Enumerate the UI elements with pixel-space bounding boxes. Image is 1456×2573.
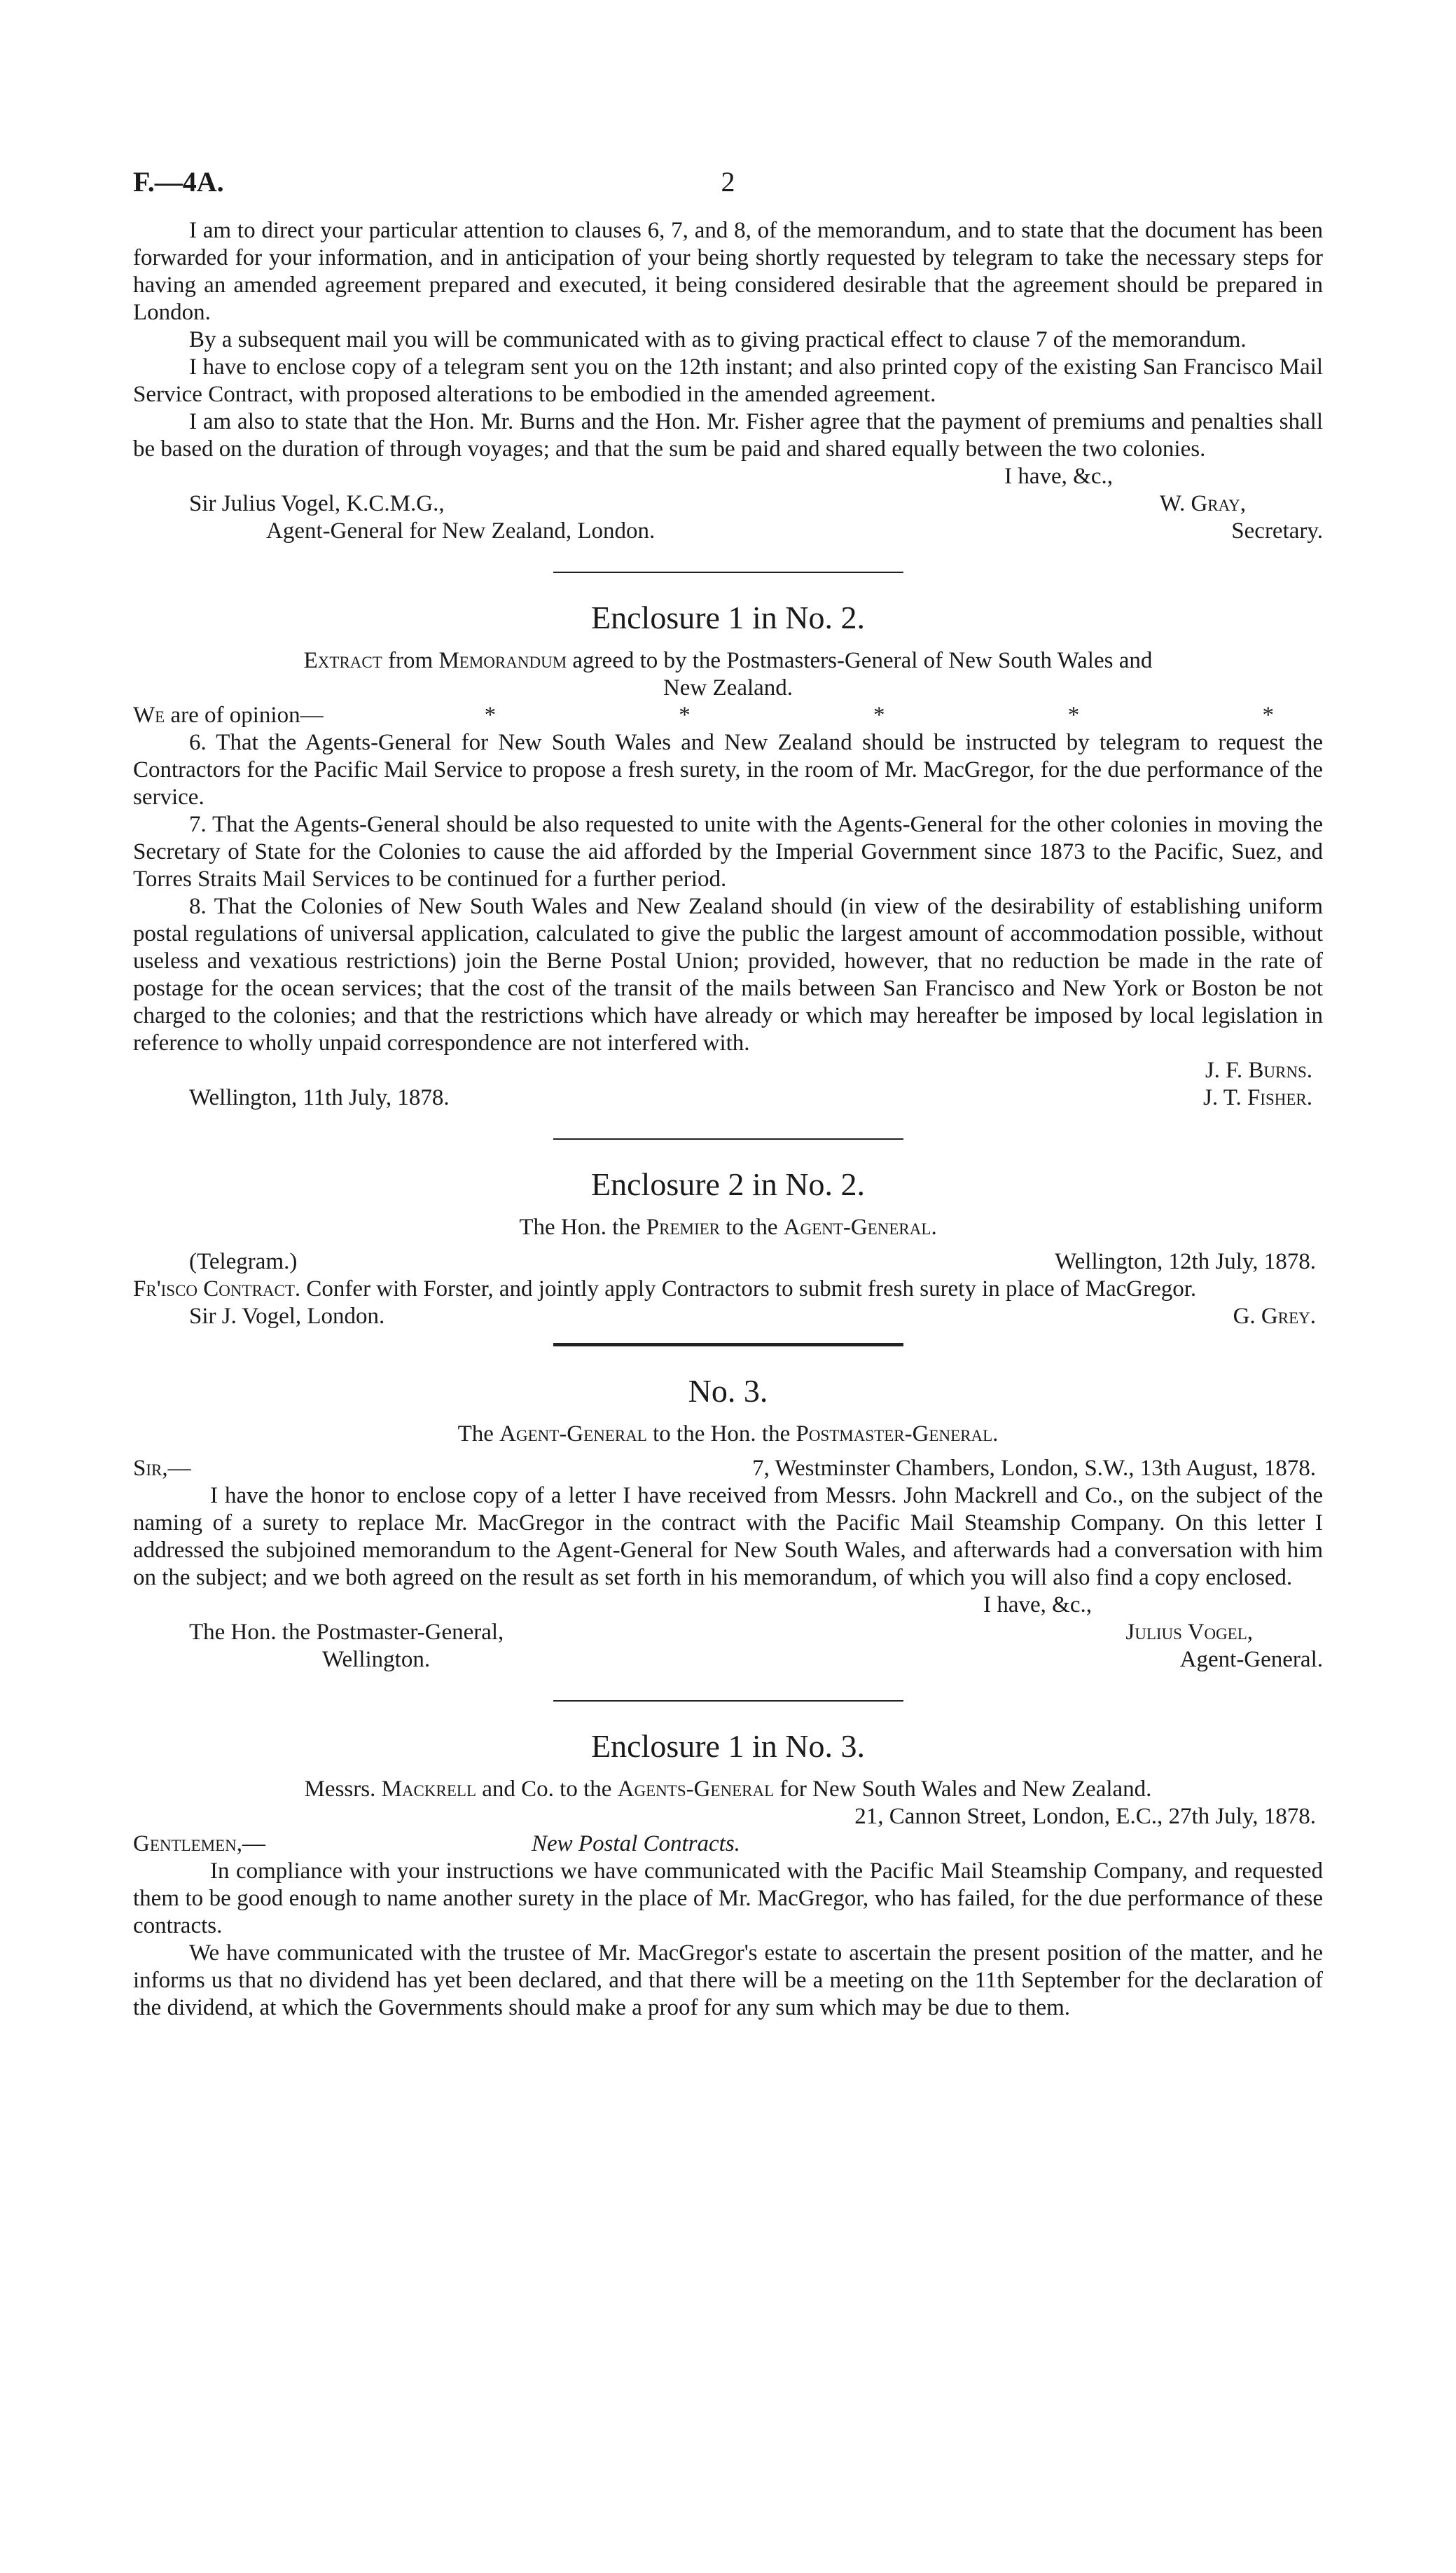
telegram-label: (Telegram.) — [189, 1249, 298, 1274]
signature-title: Agent-General. — [1179, 1647, 1323, 1672]
letter-paragraph: I am to direct your particular attention to clauses 6, 7, and 8, of the memorandum, and to state that the document has been forwarded for your information, and in anticipation of your being shortly requested by telegram to take the necessary steps for having an amended agreement prepared and executed, it being considered desirable that the agreement should be prepared in London. — [133, 218, 1323, 325]
divider — [553, 572, 903, 573]
letter-no-3 — [133, 1372, 1323, 1674]
address-date: 7, Westminster Chambers, London, S.W., 13th August, 1878. — [752, 1456, 1316, 1481]
closing-row — [133, 1592, 1323, 1619]
address-row — [133, 1803, 1323, 1830]
telegram-row — [133, 1248, 1323, 1276]
telegram-body: Fr'isco Contract. Confer with Forster, and jointly apply Contractors to submit fresh surety in place of MacGregor. — [133, 1276, 1197, 1302]
subject: New Postal Contracts. — [532, 1831, 740, 1856]
signature-title-row — [133, 518, 1323, 545]
letter-heading: The Agent-General to the Hon. the Postmaster-General. — [457, 1421, 999, 1447]
addressee-place: Wellington. — [322, 1647, 431, 1672]
letter-paragraph: In compliance with your instructions we have communicated with the Pacific Mail Steamship Company, and requested them to be good enough to name another surety in the place of Mr. MacGregor, who has failed, for the due performance of these contracts. — [133, 1858, 1323, 1938]
salutation: Gentlemen,— — [133, 1831, 265, 1856]
signer-row-1 — [133, 1057, 1323, 1084]
address-date: 21, Cannon Street, London, E.C., 27th July, 1878. — [854, 1804, 1316, 1829]
clause-paragraph: 7. That the Agents-General should be also requested to unite with the Agents-General for the other colonies in moving the Secretary of State for the Colonies to cause the aid afforded by the Imperial Government since 1873 to the Pacific, Suez, and Torres Straits Mail Services to be continued for a further period. — [133, 812, 1323, 892]
opinion-opening: We are of opinion— — [133, 703, 324, 728]
enclosure-title: Enclosure 1 in No. 2. — [591, 600, 865, 635]
enclosure-title: Enclosure 2 in No. 2. — [591, 1166, 865, 1202]
letter-paragraph: I am also to state that the Hon. Mr. Burns and the Hon. Mr. Fisher agree that the payment of premiums and penalties shall be based on the duration of through voyages; and that the sum be paid and shared equally between the two colonies. — [133, 409, 1323, 462]
letter-paragraph: I have to enclose copy of a telegram sent you on the 12th instant; and also printed copy of the existing San Francisco Mail Service Contract, with proposed alterations to be embodied in the amended agreement. — [133, 354, 1323, 407]
signer-row-2 — [133, 1084, 1323, 1112]
salutation-row — [133, 1830, 1323, 1858]
enclosure-heading: The Hon. the Premier to the Agent-General. — [519, 1215, 937, 1240]
enclosure-heading-line2: New Zealand. — [663, 675, 793, 701]
clause-paragraph: 8. That the Colonies of New South Wales and New Zealand should (in view of the desirability of establishing uniform postal regulations of universal application, calculated to give the public the largest amount of accommodation possible, without useless and vexatious restrictions) join the Berne Postal Union; provided, however, that no reduction be made in the rate of postage for the ocean services; that the cost of the transit of the mails between San Francisco and New York or Boston be not charged to the colonies; and that the restrictions which have already or which may hereafter be imposed by local legislation in reference to wholly unpaid correspondence are not interfered with. — [133, 894, 1323, 1056]
divider — [553, 1700, 903, 1702]
signature-row — [133, 490, 1323, 518]
signer: J. T. Fisher. — [1202, 1085, 1312, 1110]
signature-row — [133, 1303, 1323, 1330]
salutation-row — [133, 1455, 1323, 1482]
enclosure-1-no-2 — [133, 598, 1323, 1112]
signature-row — [133, 1619, 1323, 1646]
document-reference: F.—4A. — [133, 166, 224, 198]
signature: W. Gray, — [1159, 491, 1246, 516]
divider — [553, 1138, 903, 1140]
signature-title-row — [133, 1646, 1323, 1674]
salutation: Sir,— — [133, 1456, 191, 1481]
enclosure-heading: Extract from Memorandum agreed to by the Postmasters-General of New South Wales and — [303, 648, 1153, 673]
closing: I have, &c., — [983, 1592, 1092, 1617]
closing-row — [133, 463, 1323, 490]
clause-paragraph: 6. That the Agents-General for New South Wales and New Zealand should be instructed by telegram to request the Contractors for the Pacific Mail Service to propose a fresh surety, in the room of Mr. MacGregor, for the due performance of the service. — [133, 730, 1323, 810]
signer: J. F. Burns. — [1205, 1058, 1312, 1083]
divider — [553, 1343, 903, 1346]
date-place: Wellington, 11th July, 1878. — [189, 1085, 450, 1110]
addressee: The Hon. the Postmaster-General, — [189, 1620, 504, 1645]
enclosure-2-no-2 — [133, 1165, 1323, 1330]
closing: I have, &c., — [1004, 464, 1113, 489]
opinion-row — [133, 702, 1323, 729]
letter-number: No. 3. — [688, 1373, 768, 1409]
enclosure-1-no-3 — [133, 1727, 1323, 2022]
addressee-name: Sir Julius Vogel, K.C.M.G., — [189, 491, 445, 516]
letter-continuation — [133, 217, 1323, 545]
letter-paragraph: I have the honor to enclose copy of a letter I have received from Messrs. John Mackrell and Co., on the subject of the naming of a surety to replace Mr. MacGregor in the contract with the Pacific Mail Steamship Company. On this letter I addressed the subjoined memorandum to the Agent-General for New South Wales, and afterwards had a conversation with him on the subject; and we both agreed on the result as set forth in his memorandum, of which you will also find a copy enclosed. — [133, 1483, 1323, 1590]
addressee: Sir J. Vogel, London. — [189, 1304, 385, 1329]
enclosure-title: Enclosure 1 in No. 3. — [591, 1728, 865, 1764]
signature: Julius Vogel, — [1125, 1620, 1253, 1645]
date-place: Wellington, 12th July, 1878. — [1055, 1249, 1316, 1274]
addressee-title: Agent-General for New Zealand, London. — [266, 518, 656, 544]
page-header — [133, 168, 1323, 217]
letter-paragraph: We have communicated with the trustee of Mr. MacGregor's estate to ascertain the present position of the matter, and he informs us that no dividend has yet been declared, and that there will be a meeting on the 11th September for the declaration of the dividend, at which the Governments should make a proof for any sum which may be due to them. — [133, 1940, 1323, 2020]
enclosure-heading: Messrs. Mackrell and Co. to the Agents-General for New South Wales and New Zealand. — [304, 1777, 1152, 1802]
omission-stars: * * * * * — [484, 703, 1274, 728]
page-number: 2 — [721, 166, 735, 198]
letter-paragraph: By a subsequent mail you will be communicated with as to giving practical effect to clause 7 of the memorandum. — [189, 327, 1247, 352]
signature-title: Secretary. — [1231, 518, 1323, 544]
signature: G. Grey. — [1233, 1304, 1316, 1329]
